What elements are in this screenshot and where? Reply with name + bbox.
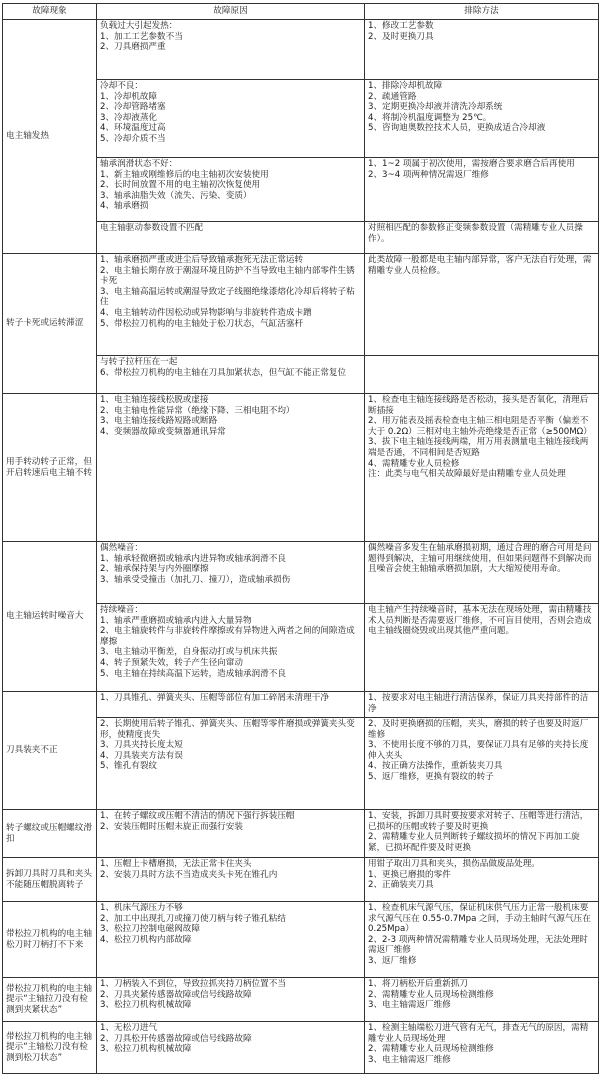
fault-fix-cell: 1、修改工艺参数 2、及时更换刀具 [365,20,599,80]
fault-cause-cell: 1、机床气源压力不够 2、加工中出现扎刀或撞刀使刀柄与转子锥孔粘结 3、松拉刀控制电磁阀故障 4、松拉刀机构内部故障 [97,902,365,978]
table-row [3,810,599,858]
fault-fix-cell: 电主轴产生持续噪音时，基本无法在现场处理，需由精雕技术人员判断是否需要返厂维修，不可盲目使用，否则会造成电主轴线圈烧毁或出现其他严重问题。 [365,604,599,692]
table-row [3,542,599,604]
fault-phenomenon-cell: 转子螺纹或压帽螺纹滑扣 [3,810,97,858]
fault-phenomenon-cell: 用手转动转子正常，但开启转速后电主轴不转 [3,394,97,542]
table-row [3,978,599,1022]
fault-phenomenon-cell: 电主轴发热 [3,20,97,254]
fault-cause-cell: 轴承润滑状态不好： 1、新主轴或刚维修后的电主轴初次安装使用 2、长时间放置不用的电主轴初次恢复使用 3、轴承油脂失效（流失、污染、变质） 4、轴承磨损 [97,158,365,222]
table-row [3,394,599,542]
fault-fix-cell: 2、及时更换磨损的压帽，夹头，磨损的转子也要及时返厂维修 3、不使用长度不够的刀具，要保证刀具有足够的夹持长度伸入夹头 4、按正确方法操作，重新装夹刀具 5、返厂维修，更换有裂纹的转子 [365,718,599,810]
header-cause: 故障原因 [97,4,365,20]
fault-fix-cell [365,356,599,394]
fault-cause-cell: 1、电主轴连接线松脱或虚接 2、电主轴电性能异常（绝缘下降、三相电阻不均） 3、电主轴连接线路短路或断路 4、变频器故障或变频器通讯异常 [97,394,365,542]
fault-phenomenon-cell: 拆卸刀具时刀具和夹头不能随压帽脱离转子 [3,858,97,902]
fault-fix-cell: 1、将刀柄松开后重新抓刀 2、需精雕专业人员现场检测维修 3、电主轴需返厂维修 [365,978,599,1022]
table-row [3,858,599,902]
fault-cause-cell: 电主轴驱动参数设置不匹配 [97,222,365,254]
fault-fix-cell: 1、安装，拆卸刀具时要按要求对转子、压帽等进行清洁，已损坏的压帽或转子要及时更换 2、需精雕专业人员判断转子螺纹损坏的情况下再加工旋紧，已损坏配件要及时更换 [365,810,599,858]
fault-cause-cell: 与转子拉杆压在一起 6、带松拉刀机构的电主轴在刀具加紧状态，但气缸不能正常复位 [97,356,365,394]
fault-cause-cell: 2、长期使用后转子锥孔、弹簧夹头、压帽等零件磨损或弹簧夹头变形，使精度丧失 3、刀具夹持长度太短 4、刀具装夹方法有误 5、锥孔有裂纹 [97,718,365,810]
fault-fix-cell: 1、检查电主轴连接线路是否松动，接头是否氧化，清理后断插接 2、用万能表及摇表检查电主轴三相电阻是否平衡（偏差不大于 0.2Ω）三相对电主轴外壳绝缘是否正常（≥500MΩ） 3、拔下电主轴连接线两端，用万用表测量电主轴连接线两端是否通，不同相间是否短路 4、需精雕专业人员检修 注：此类与电气相关故障最好是由精雕专业人员处理 [365,394,599,542]
fault-cause-cell: 偶然噪音： 1、轴承轻微磨损或轴承内进异物或轴承润滑不良 2、轴承保持架与内外圈摩擦 3、轴承受受撞击（加扎刀、撞刀），造成轴承损伤 [97,542,365,604]
table-row [3,254,599,356]
fault-cause-cell: 1、在转子螺纹或压帽不清洁的情况下强行拆装压帽 2、安装压帽时压帽未旋正而强行安装 [97,810,365,858]
header-fix: 排除方法 [365,4,599,20]
fault-fix-cell: 1、排除冷却机故障 2、疏通管路 3、定期更换冷却液并清洗冷却系统 4、将制冷机温度调整为 25℃。 5、咨询迪奥数控技术人员，更换成适合冷却液 [365,80,599,158]
table-row [3,902,599,978]
fault-fix-cell: 对照相匹配的参数修正变频参数设置（需精雕专业人员操作）。 [365,222,599,254]
fault-phenomenon-cell: 刀具装夹不正 [3,692,97,810]
fault-fix-cell: 用钳子取出刀具和夹头，损伤品做废品处理。 1、更换已磨损的零件 2、正确装夹刀具 [365,858,599,902]
fault-cause-cell: 1、压帽上卡槽磨损，无法正常卡住夹头 2、安装刀具时方法不当造成夹头卡死在锥孔内 [97,858,365,902]
fault-phenomenon-cell: 转子卡死或运转滞涩 [3,254,97,394]
fault-cause-cell: 1、刀柄装入不到位，导致拉抓夹持刀柄位置不当 2、刀具夹紧传感器故障或信号线路故障 3、松拉刀机构机械故障 [97,978,365,1022]
fault-cause-cell: 负载过大引起发热： 1、加工工艺参数不当 2、刀具磨损严重 [97,20,365,80]
fault-cause-cell: 1、轴承磨损严重或进尘后导致轴承抱死无法正常运转 2、电主轴长期存放于潮湿环境且防护不当导致电主轴内部零件生锈卡死 3、电主轴高温运转或潮湿导致定子线圈绝缘漆熔化冷却后将转子粘住 4、电主轴转动件因松动或异物影响与非旋转件造成卡蹭 5、带松拉刀机构的电主轴处于松刀状态，气缸活塞杆 [97,254,365,356]
table-row [3,692,599,718]
table-header-row [3,4,599,20]
fault-cause-cell: 持续噪音： 1、轴承严重磨损或轴承内进入大量异物 2、电主轴旋转件与非旋转件摩擦或有异物进入两者之间的间隙造成摩擦 3、电主轴动平衡差，自身振动打或与机床共振 4、转子预紧失效，转子产生径向窜动 5、电主轴在持续高温下运转，造成轴承润滑不良 [97,604,365,692]
fault-fix-cell: 1、1~2 项属于初次使用，需按磨合要求磨合后再使用 2、3~4 项两种情况需返厂维修 [365,158,599,222]
fault-phenomenon-cell: 带松拉刀机构的电主轴松刀时刀柄打不下来 [3,902,97,978]
table-row [3,1022,599,1074]
fault-fix-cell: 1、检测主轴端松刀进气管有无气，排查无气的原因，需精雕专业人员现场处理 2、需精雕专业人员现场检测维修 3、电主轴需返厂维修 [365,1022,599,1074]
fault-phenomenon-cell: 带松拉刀机构的电主轴提示“主轴松刀没有检测到松刀状态” [3,1022,97,1074]
table-row [3,20,599,80]
fault-fix-cell: 1、按要求对电主轴进行清洁保养，保证刀具夹持部件的洁净 [365,692,599,718]
table-body [3,20,599,1074]
fault-cause-cell: 冷却不良： 1、冷却机故障 2、冷却管路堵塞 3、冷却液蒸化 4、环境温度过高 5、冷却介质不当 [97,80,365,158]
fault-phenomenon-cell: 带松拉刀机构的电主轴提示“主轴拉刀没有检测到夹紧状态” [3,978,97,1022]
fault-fix-cell: 1、检查机床气源气压，保证机床供气压力正常一般机床要求气源气压在 0.55-0.7Mpa 之间，手动主轴时气源气压在 0.25Mpa） 2、2-3 项两种情况需精雕专业人员现场处理，无法处理时需返厂维修 3、返厂维修 [365,902,599,978]
fault-table [2,3,599,1074]
fault-fix-cell: 偶然噪音多发生在轴承磨损初期，通过合理的磨合可用是问题得到解决，主轴可用继续使用，但如果问题得不到解决而且噪音会使主轴轴承磨损加剧，大大缩短使用寿命。 [365,542,599,604]
header-phenomenon: 故障现象 [3,4,97,20]
fault-cause-cell: 1、刀具锥孔、弹簧夹头、压帽等部位有加工碎屑未清理干净 [97,692,365,718]
fault-fix-cell: 此类故障一般都是电主轴内部异常，客户无法自行处理，需精雕专业人员检修。 [365,254,599,356]
fault-cause-cell: 1、无松刀进气 2、刀具松开传感器故障或信号线路故障 3、松拉刀机构机械故障 [97,1022,365,1074]
fault-phenomenon-cell: 电主轴运转时噪音大 [3,542,97,692]
